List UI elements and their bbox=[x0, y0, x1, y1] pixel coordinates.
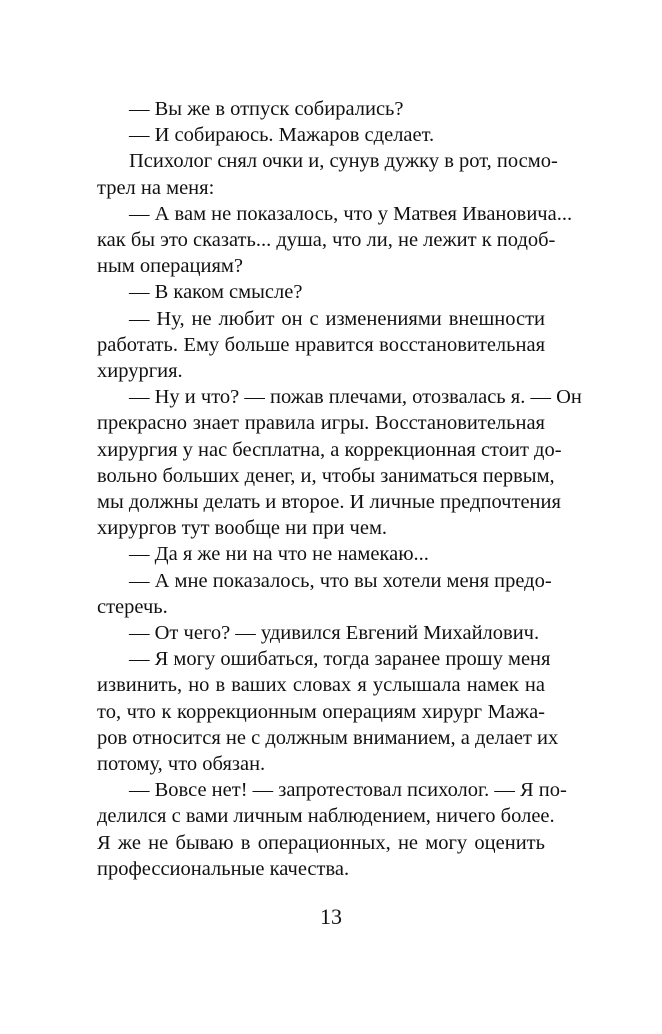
text-line: — Вовсе нет! — запротестовал психолог. — Я по- bbox=[129, 779, 567, 802]
text-line: — Я могу ошибаться, тогда заранее прошу меня bbox=[129, 648, 551, 671]
text-line: — Ну, не любит он с изменениями внешности bbox=[129, 307, 545, 330]
text-line: ным операциям? bbox=[97, 255, 243, 278]
text-line: ров относится не с должным вниманием, а делает их bbox=[97, 726, 559, 749]
paragraph bbox=[97, 279, 545, 305]
text-line: — Вы же в отпуск собирались? bbox=[129, 98, 404, 120]
paragraph bbox=[97, 568, 552, 620]
text-line: — В каком смысле? bbox=[129, 281, 303, 304]
text-line: стеречь. bbox=[97, 595, 168, 618]
body-text bbox=[97, 96, 582, 882]
text-line: извинить, но в ваших словах я услышала намек на bbox=[97, 674, 545, 697]
text-line: — Да я же ни на что не намекаю... bbox=[129, 543, 429, 566]
text-line: прекрасно знает правила игры. Восстановительная bbox=[97, 412, 545, 435]
paragraph bbox=[97, 122, 545, 148]
page-number: 13 bbox=[320, 904, 342, 929]
text-line: — А мне показалось, что вы хотели меня предо- bbox=[129, 569, 552, 592]
text-line: Психолог снял очки и, сунув дужку в рот, посмо- bbox=[129, 150, 558, 173]
text-line: работать. Ему больше нравится восстановительная bbox=[97, 333, 545, 356]
paragraph bbox=[97, 541, 545, 567]
text-line: хирургия у нас бесплатна, а коррекционная стоит до- bbox=[97, 438, 562, 461]
text-line: профессиональные качества. bbox=[97, 857, 350, 880]
text-line: то, что к коррекционным операциям хирург Мажа- bbox=[97, 700, 545, 723]
text-line: — Ну и что? — пожав плечами, отозвалась я. — Он bbox=[129, 386, 582, 409]
paragraph bbox=[97, 384, 582, 541]
text-line: хирургия. bbox=[97, 360, 183, 383]
text-line: мы должны делать и второе. И личные предпочтения bbox=[97, 491, 561, 514]
text-line: хирургов тут вообще ни при чем. bbox=[97, 517, 388, 540]
text-line: — А вам не показалось, что у Матвея Ивановича... bbox=[129, 202, 573, 225]
paragraph bbox=[97, 96, 545, 122]
paragraph bbox=[97, 306, 545, 385]
paragraph bbox=[97, 646, 559, 777]
text-line: делился с вами личным наблюдением, ничего более. bbox=[97, 805, 555, 828]
paragraph bbox=[97, 148, 558, 200]
text-line: — От чего? — удивился Евгений Михайлович. bbox=[129, 622, 540, 645]
paragraph bbox=[97, 201, 573, 280]
paragraph bbox=[97, 777, 567, 882]
paragraph bbox=[97, 620, 545, 646]
text-line: трел на меня: bbox=[97, 176, 215, 199]
text-line: вольно больших денег, и, чтобы заниматься первым, bbox=[97, 464, 555, 487]
text-line: Я же не бываю в операционных, не могу оценить bbox=[97, 831, 545, 854]
text-line: потому, что обязан. bbox=[97, 753, 266, 776]
text-line: как бы это сказать... душа, что ли, не лежит к подоб- bbox=[97, 229, 556, 252]
text-line: — И собираюсь. Мажаров сделает. bbox=[129, 124, 435, 147]
